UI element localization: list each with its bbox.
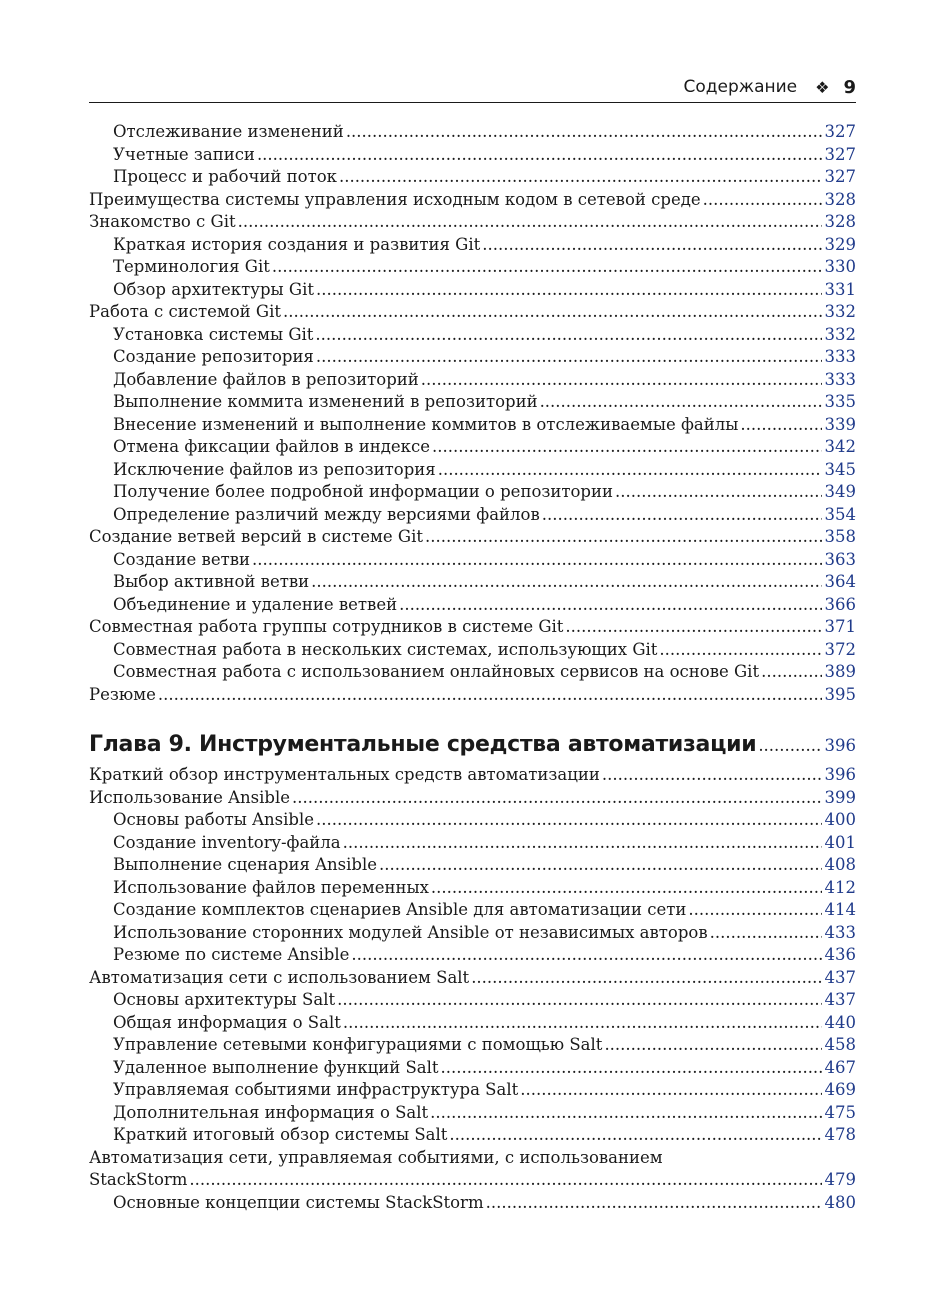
toc-entry-title: Определение различий между версиями файлов [113,504,540,524]
dot-leader [343,1012,822,1035]
toc-entry[interactable] [89,684,856,707]
toc-entry[interactable] [89,944,856,967]
toc-entry[interactable] [89,189,856,212]
toc-entry-page: 412 [824,877,856,897]
toc-entry[interactable] [89,144,856,167]
toc-entry[interactable] [89,594,856,617]
toc-entry-title: Отслеживание изменений [113,122,344,141]
toc-entry[interactable] [89,459,856,482]
toc-entry-title: Автоматизация сети с использованием Salt [89,967,470,987]
toc-entry-page: 372 [824,639,856,659]
header-section-title: Содержание [683,77,798,97]
toc-entry[interactable] [89,1057,856,1080]
toc-entry[interactable] [89,121,856,144]
toc-entry-title: Исключение файлов из репозитория [113,459,436,479]
toc-entry[interactable] [89,256,856,279]
toc-entry-title: Использование файлов переменных [113,877,429,897]
toc-entry-page: 358 [824,527,856,546]
dot-leader [740,414,822,437]
dot-leader [346,121,822,144]
dot-leader [343,832,822,855]
toc-entry-page: 467 [824,1057,856,1077]
toc-entry[interactable] [89,1079,856,1102]
toc-entry-title: Выполнение коммита изменений в репозиторий [113,392,538,411]
dot-leader [520,1079,822,1102]
dot-leader [272,256,822,279]
toc-entry-title: Обзор архитектуры Git [113,279,314,299]
chapter-heading[interactable] [89,732,856,762]
toc-entry-title: Выбор активной ветви [113,572,310,591]
dot-leader [602,764,822,787]
toc-entry-title: Общая информация о Salt [113,1012,341,1032]
chapter-title: Глава 9. Инструментальные средства автоматизации [89,732,757,757]
dot-leader [761,661,822,684]
toc-entry[interactable] [89,526,856,549]
header-separator-icon: ❖ [815,77,830,97]
dot-leader [471,967,822,990]
dot-leader [425,526,822,549]
dot-leader [540,391,822,414]
toc-entry-title: Выполнение сценария Ansible [113,855,377,874]
toc-entry-title-line2: StackStorm [89,1170,188,1189]
toc-entry-title: Преимущества системы управления исходным кодом в сетевой среде [89,189,701,209]
toc-entry-title-line1: Автоматизация сети, управляемая событиями, с использованием [89,1147,663,1167]
toc-entry[interactable] [89,922,856,945]
toc-entry-title: Совместная работа с использованием онлайновых сервисов на основе Git [113,662,760,681]
toc-entry-page: 479 [824,1170,856,1189]
chapter-page-number: 396 [824,736,856,755]
toc-entry-page: 469 [824,1080,856,1099]
toc-entry-page: 396 [824,765,856,784]
toc-entry[interactable] [89,166,856,189]
toc-entry-page: 328 [824,212,856,231]
toc-entry-page: 395 [824,684,856,704]
toc-entry-title: Резюме по системе Ansible [113,945,350,964]
toc-entry[interactable] [89,481,856,504]
toc-entry[interactable] [89,369,856,392]
toc-entry-title: Создание репозитория [113,347,314,366]
toc-entry[interactable] [89,211,856,234]
dot-leader [238,211,822,234]
dot-leader [399,594,822,617]
toc-entry-title: Управляемая событиями инфраструктура Salt [113,1080,519,1099]
toc-entry-page: 330 [824,257,856,276]
toc-entry[interactable] [89,661,856,684]
toc-entry-page: 436 [824,945,856,964]
toc-entry[interactable] [89,787,856,810]
table-of-contents [89,121,856,1214]
dot-leader [316,809,822,832]
toc-entry[interactable] [89,279,856,302]
toc-entry-title: Добавление файлов в репозиторий [113,369,419,389]
dot-leader [316,346,822,369]
toc-entry-title: Основные концепции системы StackStorm [113,1192,484,1212]
toc-entry-page: 345 [824,459,856,479]
toc-entry-page: 327 [824,122,856,141]
dot-leader [311,571,822,594]
toc-entry-page: 437 [824,990,856,1009]
toc-entry-page: 437 [824,967,856,987]
toc-entry-title: Отмена фиксации файлов в индексе [113,437,430,456]
toc-entry-page: 389 [824,662,856,681]
toc-entry[interactable] [89,1012,856,1035]
dot-leader [615,481,822,504]
toc-entry-page: 440 [824,1012,856,1032]
toc-entry-page: 342 [824,437,856,456]
toc-entry-page: 327 [824,144,856,164]
toc-entry-title: Создание комплектов сценариев Ansible для автоматизации сети [113,900,687,919]
toc-entry-page: 331 [824,279,856,299]
toc-entry-page: 480 [824,1192,856,1212]
dot-leader [292,787,822,810]
toc-entry-title: Создание inventory-файла [113,832,341,852]
toc-entry[interactable] [89,1102,856,1125]
toc-entry[interactable] [89,436,856,459]
toc-entry-title: Терминология Git [113,257,270,276]
toc-entry-title: Установка системы Git [113,324,314,344]
toc-entry-page: 399 [824,787,856,807]
toc-entry[interactable] [89,809,856,832]
toc-section-automation [89,764,856,1147]
toc-entry-page: 332 [824,302,856,321]
toc-entry-page: 333 [824,347,856,366]
toc-entry-page: 478 [824,1125,856,1144]
toc-entry-title: Дополнительная информация о Salt [113,1102,429,1122]
dot-leader [257,144,822,167]
toc-entry-page: 329 [824,234,856,254]
dot-leader [430,1102,822,1125]
toc-entry[interactable] [89,989,856,1012]
toc-entry-page: 332 [824,324,856,344]
toc-entry[interactable] [89,301,856,324]
dot-leader [565,616,822,639]
header-page-number: 9 [843,76,856,98]
toc-entry-title: Внесение изменений и выполнение коммитов в отслеживаемые файлы [113,414,739,434]
toc-entry[interactable] [89,854,856,877]
running-header [89,72,856,103]
toc-entry[interactable] [89,764,856,787]
toc-entry-title: Работа с системой Git [89,302,281,321]
toc-entry-title: Объединение и удаление ветвей [113,594,398,614]
toc-entry[interactable] [89,324,856,347]
dot-leader [482,234,822,257]
toc-entry-title: Краткая история создания и развития Git [113,234,481,254]
toc-entry[interactable] [89,1192,856,1215]
toc-entry-page: 366 [824,594,856,614]
toc-entry[interactable] [89,571,856,594]
toc-entry-title: Основы работы Ansible [113,810,315,829]
toc-entry-title: Резюме [89,684,156,704]
toc-entry[interactable] [89,899,856,922]
dot-leader [659,639,822,662]
toc-entry-title: Удаленное выполнение функций Salt [113,1057,439,1077]
toc-entry-title: Знакомство с Git [89,212,236,231]
toc-entry-page: 414 [824,900,856,919]
toc-entry-title: Управление сетевыми конфигурациями с помощью Salt [113,1035,603,1054]
toc-entry-page: 400 [824,810,856,829]
toc-entry[interactable] [89,1034,856,1057]
dot-leader [351,944,822,967]
dot-leader [542,504,822,527]
toc-entry-wrapped-continuation[interactable] [89,1169,856,1192]
toc-entry[interactable] [89,639,856,662]
toc-entry[interactable] [89,346,856,369]
toc-entry-page: 335 [824,392,856,411]
toc-entry-title: Совместная работа в нескольких системах, использующих Git [113,639,658,659]
toc-entry[interactable] [89,504,856,527]
toc-entry-title: Создание ветвей версий в системе Git [89,527,423,546]
toc-entry-page: 349 [824,482,856,501]
toc-entry-title: Основы архитектуры Salt [113,990,336,1009]
toc-entry-title: Получение более подробной информации о репозитории [113,482,613,501]
dot-leader [438,459,822,482]
dot-leader [189,1169,822,1192]
toc-entry-title: Использование сторонних модулей Ansible от независимых авторов [113,922,708,942]
dot-leader [337,989,822,1012]
toc-entry[interactable] [89,832,856,855]
toc-entry-page: 363 [824,549,856,569]
toc-entry[interactable] [89,391,856,414]
toc-entry-page: 327 [824,167,856,186]
dot-leader [283,301,822,324]
toc-entry-title: Процесс и рабочий поток [113,167,337,186]
toc-entry[interactable] [89,414,856,437]
toc-entry-page: 408 [824,855,856,874]
toc-entry[interactable] [89,616,856,639]
toc-section-git [89,121,856,706]
toc-entry-title: Создание ветви [113,549,251,569]
dot-leader [441,1057,822,1080]
dot-leader [688,899,822,922]
dot-leader [252,549,822,572]
toc-entry-page: 354 [824,504,856,524]
dot-leader [710,922,822,945]
dot-leader [158,684,822,707]
toc-entry[interactable] [89,967,856,990]
toc-entry[interactable] [89,877,856,900]
toc-entry-wrapped[interactable] [89,1147,856,1170]
dot-leader [604,1034,822,1057]
dot-leader [379,854,822,877]
toc-entry-page: 339 [824,414,856,434]
toc-entry-title: Краткий обзор инструментальных средств автоматизации [89,765,600,784]
dot-leader [431,877,822,900]
dot-leader [316,279,822,302]
toc-entry-page: 333 [824,369,856,389]
toc-entry[interactable] [89,549,856,572]
dot-leader [339,166,822,189]
toc-entry-page: 433 [824,922,856,942]
toc-entry-title: Использование Ansible [89,787,290,807]
dot-leader [486,1192,822,1215]
dot-leader [449,1124,822,1147]
dot-leader [758,736,822,755]
toc-entry-page: 364 [824,572,856,591]
toc-entry-page: 371 [824,617,856,636]
dot-leader [703,189,822,212]
toc-entry-title: Краткий итоговый обзор системы Salt [113,1125,448,1144]
toc-entry-page: 458 [824,1035,856,1054]
toc-entry[interactable] [89,1124,856,1147]
toc-entry-page: 328 [824,189,856,209]
toc-entry[interactable] [89,234,856,257]
dot-leader [421,369,822,392]
dot-leader [432,436,822,459]
toc-entry-title: Совместная работа группы сотрудников в системе Git [89,617,564,636]
dot-leader [315,324,822,347]
toc-entry-page: 475 [824,1102,856,1122]
toc-entry-title: Учетные записи [113,144,255,164]
toc-entry-page: 401 [824,832,856,852]
